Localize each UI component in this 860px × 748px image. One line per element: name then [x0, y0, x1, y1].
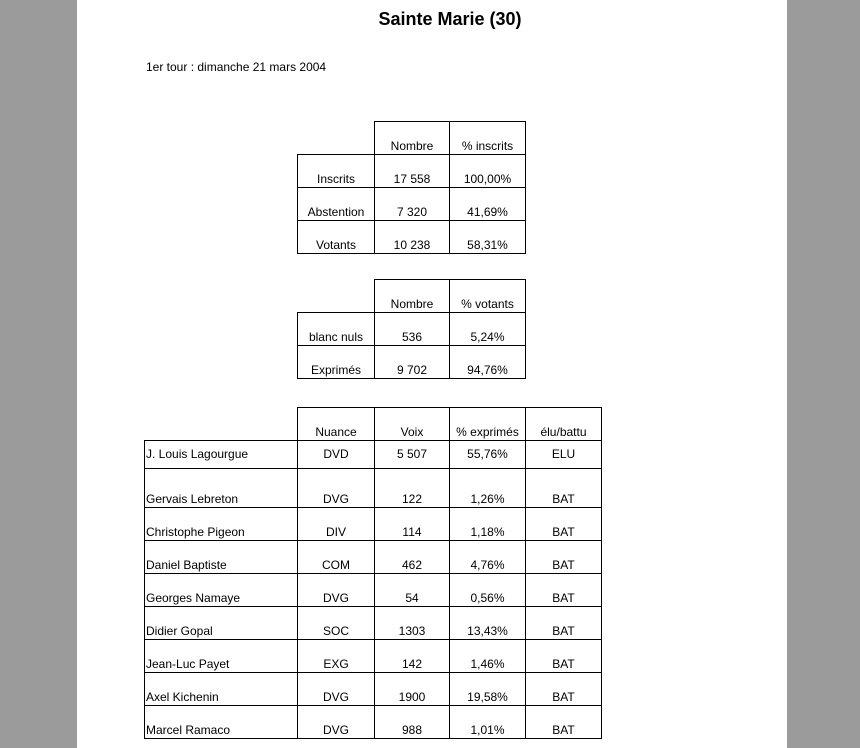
table-header-row [298, 122, 526, 155]
candidate-nuance: DVG [298, 469, 375, 508]
row-label: Abstention [298, 188, 375, 221]
candidate-pct: 1,18% [450, 508, 526, 541]
header-elu-battu: élu/battu [526, 408, 602, 441]
candidate-voix: 54 [375, 574, 450, 607]
candidate-status: BAT [526, 574, 602, 607]
row-nombre: 7 320 [375, 188, 450, 221]
row-label: blanc nuls [298, 313, 375, 346]
table-header-row [298, 280, 526, 313]
candidate-status: BAT [526, 640, 602, 673]
candidate-pct: 0,56% [450, 574, 526, 607]
row-pct: 41,69% [450, 188, 526, 221]
row-pct: 5,24% [450, 313, 526, 346]
table-row [298, 155, 526, 188]
candidate-pct: 1,46% [450, 640, 526, 673]
candidate-voix: 122 [375, 469, 450, 508]
candidate-name: Didier Gopal [145, 607, 298, 640]
header-nombre: Nombre [375, 280, 450, 313]
row-label: Votants [298, 221, 375, 254]
candidate-voix: 1303 [375, 607, 450, 640]
table-row [145, 607, 602, 640]
candidate-nuance: DVG [298, 574, 375, 607]
table-header-row [145, 408, 602, 441]
candidate-nuance: COM [298, 541, 375, 574]
empty-header-cell [298, 280, 375, 313]
empty-header-cell [145, 408, 298, 441]
votants-table [297, 279, 526, 379]
table-row [145, 574, 602, 607]
row-pct: 58,31% [450, 221, 526, 254]
candidate-name: Jean-Luc Payet [145, 640, 298, 673]
table-row [145, 441, 602, 469]
candidate-pct: 1,26% [450, 469, 526, 508]
header-nuance: Nuance [298, 408, 375, 441]
table-row [298, 188, 526, 221]
candidates-table [144, 407, 602, 739]
row-nombre: 10 238 [375, 221, 450, 254]
candidate-nuance: DVG [298, 706, 375, 739]
candidate-status: BAT [526, 469, 602, 508]
row-pct: 94,76% [450, 346, 526, 379]
table-row [145, 673, 602, 706]
header-pct-inscrits: % inscrits [450, 122, 526, 155]
candidate-voix: 1900 [375, 673, 450, 706]
candidate-nuance: DVD [298, 441, 375, 469]
table-row [298, 221, 526, 254]
candidate-pct: 19,58% [450, 673, 526, 706]
header-pct-votants: % votants [450, 280, 526, 313]
table-row [298, 346, 526, 379]
candidate-pct: 1,01% [450, 706, 526, 739]
table-row [145, 541, 602, 574]
page-title: Sainte Marie (30) [378, 9, 522, 29]
candidate-voix: 142 [375, 640, 450, 673]
header-nombre: Nombre [375, 122, 450, 155]
table-row [145, 706, 602, 739]
candidate-status: BAT [526, 508, 602, 541]
candidate-voix: 5 507 [375, 441, 450, 469]
row-label: Exprimés [298, 346, 375, 379]
candidate-status: BAT [526, 673, 602, 706]
table-row [145, 469, 602, 508]
candidate-name: Gervais Lebreton [145, 469, 298, 508]
candidate-status: BAT [526, 706, 602, 739]
candidate-nuance: EXG [298, 640, 375, 673]
candidate-name: Georges Namaye [145, 574, 298, 607]
candidate-name: Christophe Pigeon [145, 508, 298, 541]
candidate-pct: 4,76% [450, 541, 526, 574]
row-pct: 100,00% [450, 155, 526, 188]
candidate-pct: 13,43% [450, 607, 526, 640]
candidate-voix: 114 [375, 508, 450, 541]
candidate-nuance: SOC [298, 607, 375, 640]
table-row [298, 313, 526, 346]
row-label: Inscrits [298, 155, 375, 188]
table-row [145, 508, 602, 541]
row-nombre: 17 558 [375, 155, 450, 188]
candidate-name: Axel Kichenin [145, 673, 298, 706]
table-row [145, 640, 602, 673]
candidate-name: Daniel Baptiste [145, 541, 298, 574]
empty-header-cell [298, 122, 375, 155]
candidate-status: BAT [526, 541, 602, 574]
header-pct-exprimes: % exprimés [450, 408, 526, 441]
election-round-date: 1er tour : dimanche 21 mars 2004 [146, 60, 327, 74]
candidate-nuance: DIV [298, 508, 375, 541]
row-nombre: 9 702 [375, 346, 450, 379]
candidate-nuance: DVG [298, 673, 375, 706]
row-nombre: 536 [375, 313, 450, 346]
header-voix: Voix [375, 408, 450, 441]
candidate-status: BAT [526, 607, 602, 640]
candidate-name: Marcel Ramaco [145, 706, 298, 739]
candidate-voix: 462 [375, 541, 450, 574]
inscrits-table [297, 121, 526, 254]
candidate-voix: 988 [375, 706, 450, 739]
candidate-pct: 55,76% [450, 441, 526, 469]
candidate-status: ELU [526, 441, 602, 469]
candidate-name: J. Louis Lagourgue [145, 441, 298, 469]
